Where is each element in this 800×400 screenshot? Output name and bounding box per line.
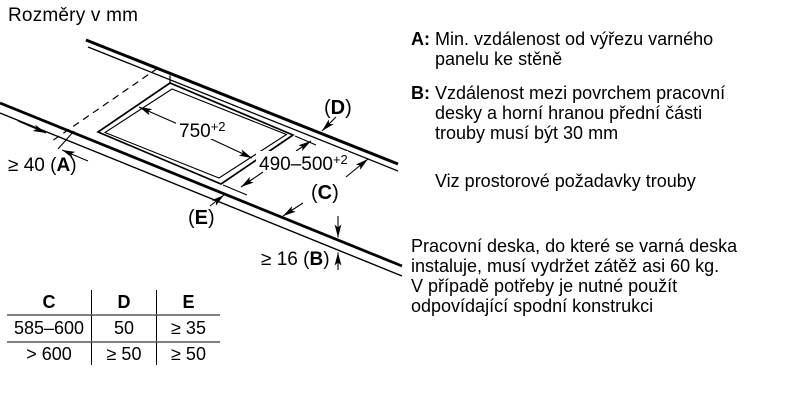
label-d-arrow	[322, 117, 336, 131]
note-b-label: B:	[411, 83, 430, 103]
note-worktop-line: instaluje, musí vydržet zátěž asi 60 kg.	[411, 256, 720, 276]
note-a-label: A:	[411, 29, 430, 49]
page-title: Rozměry v mm	[8, 5, 139, 26]
dimension-depth-text: $490-500^{+2}$	[259, 152, 348, 175]
dimension-a-text: ≥ 40 (A)	[8, 155, 77, 176]
note-b-line: desky a horní hranou přední části	[435, 103, 703, 123]
note-b-line: Vzdálenost mezi povrchem pracovní	[435, 83, 726, 103]
label-e-text: (E)	[188, 207, 215, 229]
label-d-text: (D)	[324, 97, 352, 119]
note-worktop-line: Pracovní deska, do které se varná deska	[411, 236, 738, 256]
table-header-c: C	[42, 291, 56, 312]
table-cell: ≥ 50	[91, 341, 156, 365]
label-e-arrow	[210, 195, 224, 206]
table-cell: > 600	[7, 341, 91, 365]
dimension-table	[7, 290, 220, 365]
note-worktop	[411, 236, 737, 316]
table-cell: ≥ 35	[156, 314, 220, 341]
table-header-e: E	[156, 290, 220, 314]
note-a-line: Min. vzdálenost od výřezu varného	[435, 29, 714, 49]
label-c-text: (C)	[311, 182, 339, 204]
note-a-line: panelu ke stěně	[435, 49, 563, 69]
table-cell: 585–600	[7, 314, 91, 341]
dimension-width-text: $750^{+2}$	[179, 119, 226, 142]
table-header-d: D	[91, 290, 156, 314]
note-worktop-line: odpovídající spodní konstrukci	[411, 296, 654, 316]
note-a	[411, 29, 713, 69]
installation-diagram	[0, 0, 410, 290]
table-cell: ≥ 50	[156, 341, 220, 365]
note-b-line: trouby musí být 30 mm	[435, 123, 619, 143]
dimension-b-text: ≥ 16 (B)	[261, 249, 330, 270]
note-see-oven-requirements	[435, 171, 696, 191]
note-see-line: Viz prostorové požadavky trouby	[435, 171, 696, 191]
note-worktop-line: V případě potřeby je nutné použít	[411, 276, 678, 296]
note-b	[411, 83, 725, 143]
table-cell: 50	[91, 314, 156, 341]
